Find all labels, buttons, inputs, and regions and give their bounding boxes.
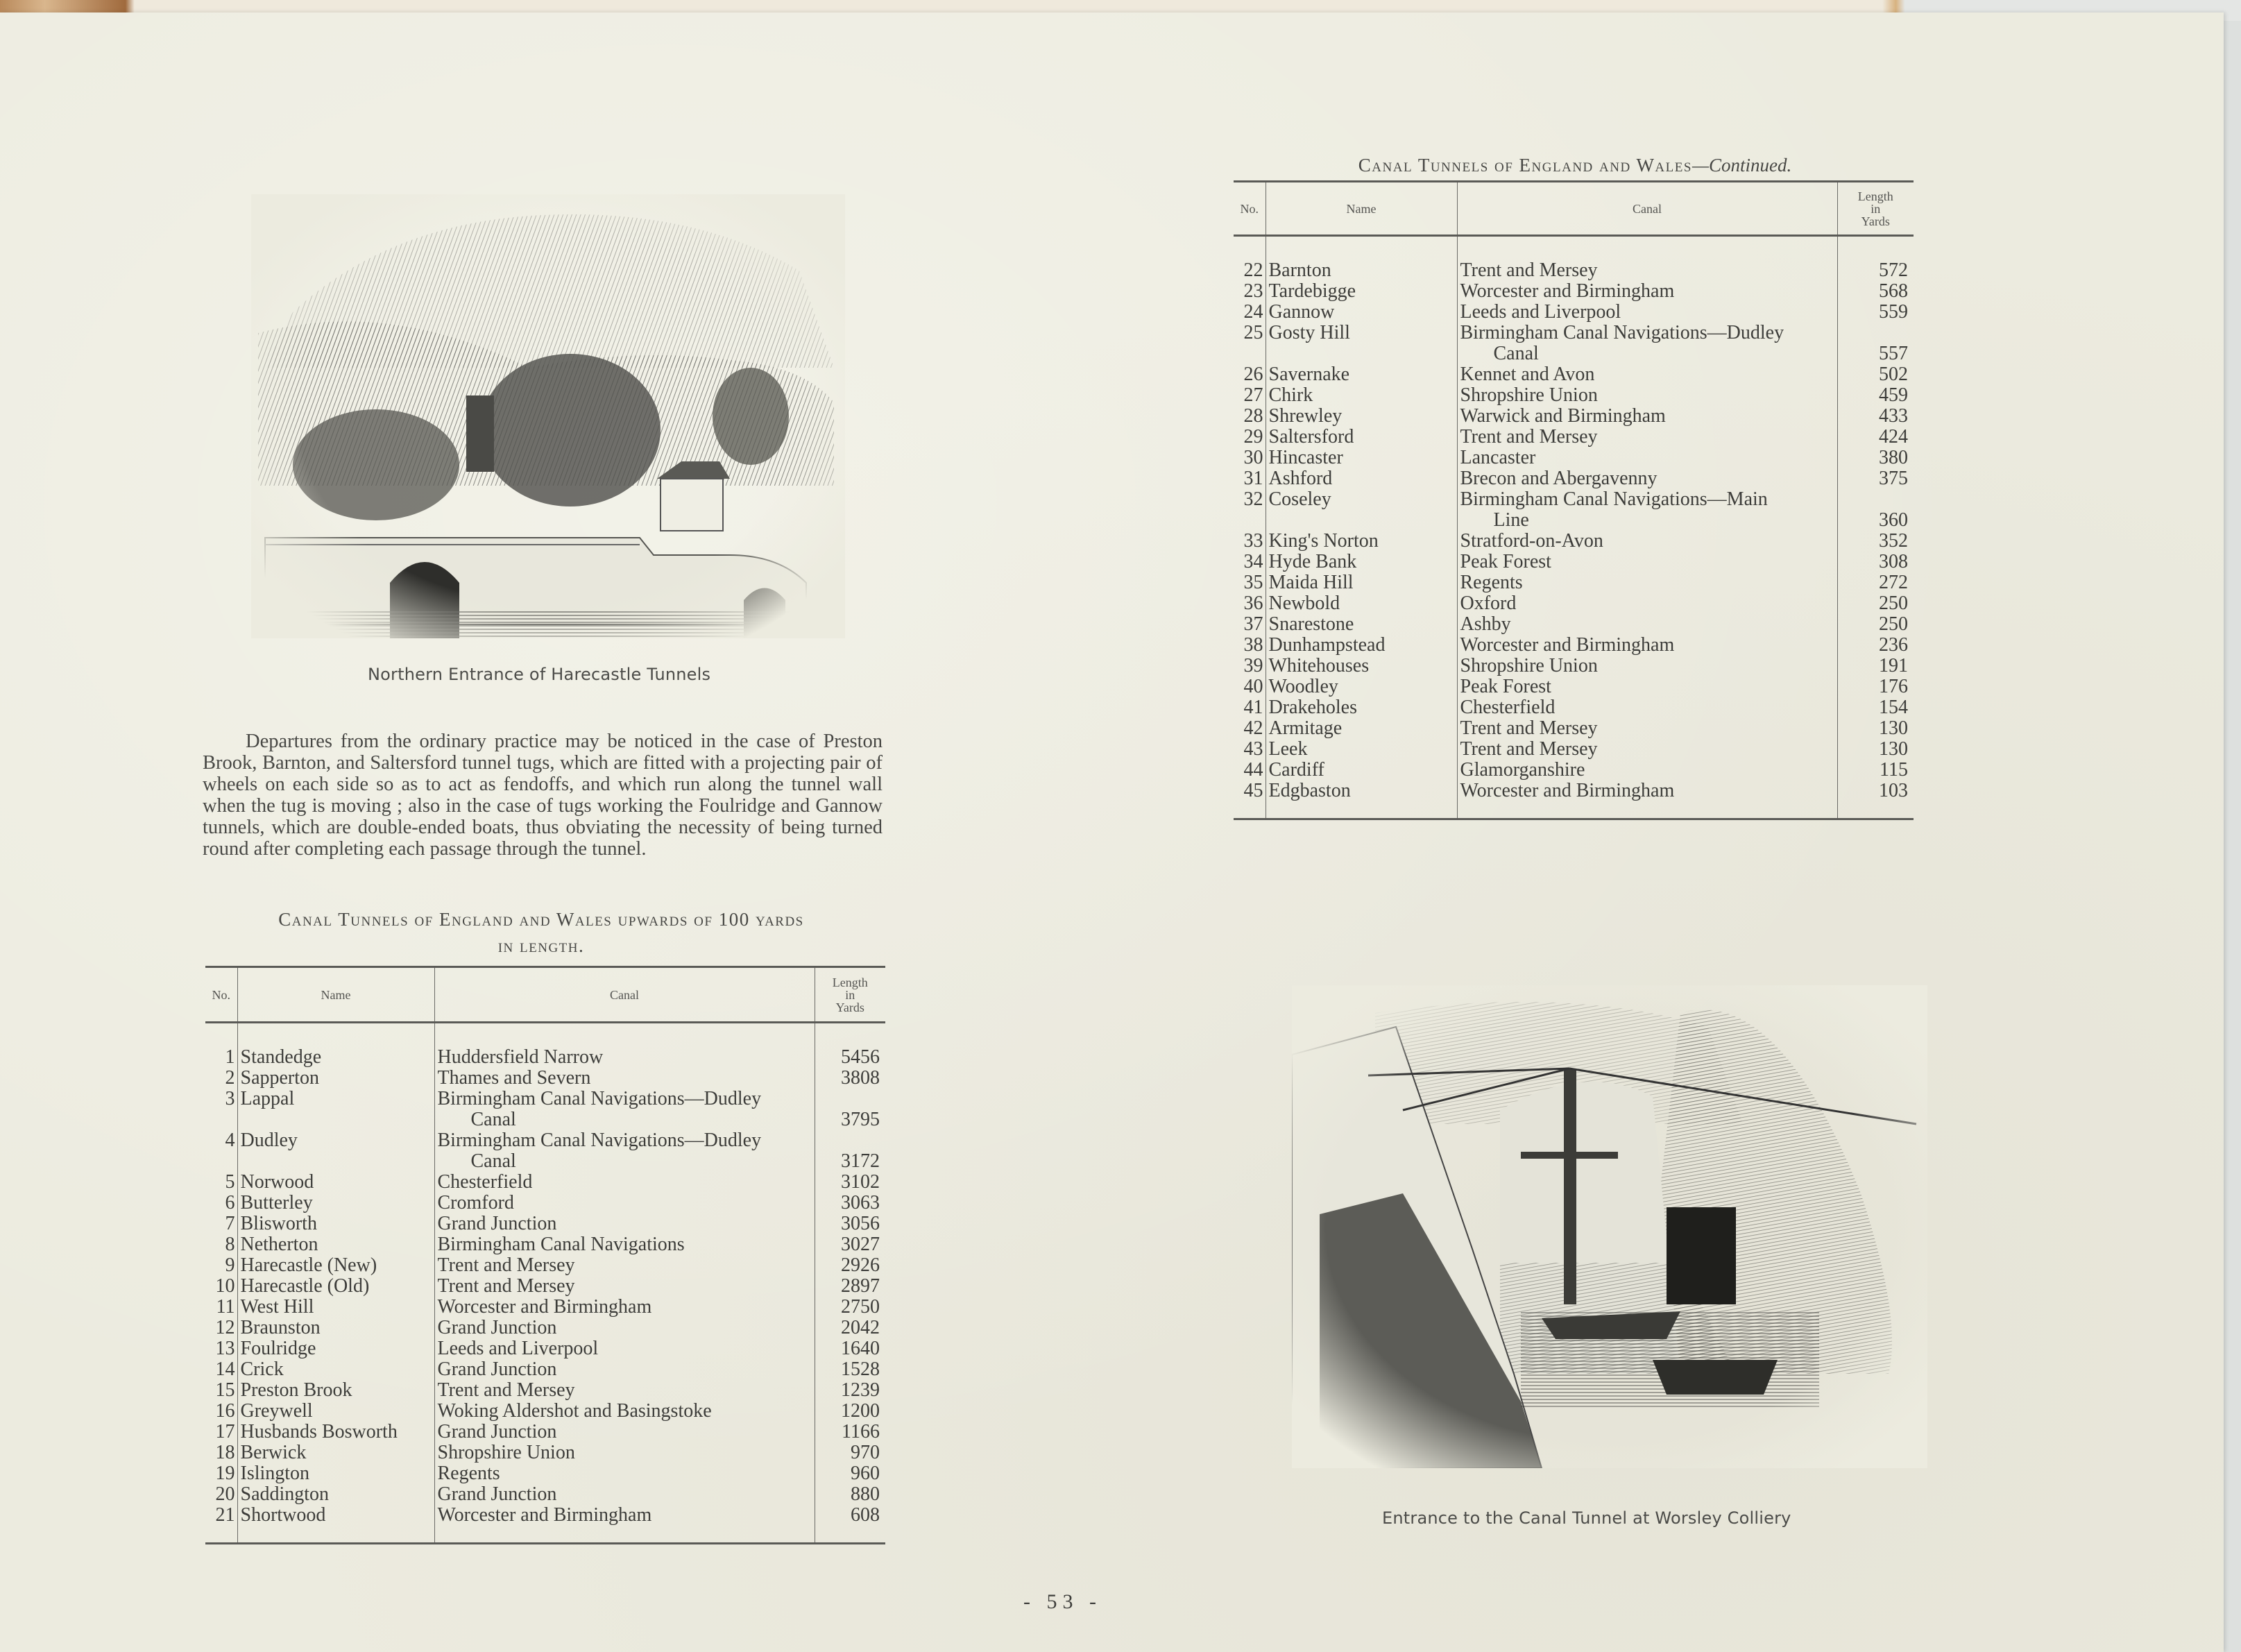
tunnel-name: Edgbaston [1266, 781, 1457, 801]
row-number: 11 [216, 1296, 235, 1318]
canal-name: Trent and Mersey [1457, 260, 1837, 281]
canal-name: Worcester and Birmingham [434, 1505, 815, 1526]
tunnel-name: Dudley [237, 1130, 434, 1172]
tunnel-name: Whitehouses [1266, 656, 1457, 676]
table-title-line: in length. [497, 935, 585, 956]
length-yards: 375 [1837, 468, 1914, 489]
table-row [1234, 572, 1914, 593]
table-title [201, 906, 881, 959]
canal-name: Chesterfield [1457, 697, 1837, 718]
canal-name: Grand Junction [434, 1214, 815, 1234]
tunnel-name: Saltersford [1266, 427, 1457, 448]
length-yards: 250 [1837, 593, 1914, 614]
row-number: 26 [1243, 364, 1263, 385]
length-yards: 1239 [815, 1380, 885, 1401]
length-yards: 502 [1837, 364, 1914, 385]
length-yards: 176 [1837, 676, 1914, 697]
tunnel-name: Harecastle (Old) [237, 1276, 434, 1297]
canal-name: Peak Forest [1457, 676, 1837, 697]
length-yards: 2042 [815, 1318, 885, 1338]
canal-name: Trent and Mersey [1457, 739, 1837, 760]
canal-name: Birmingham Canal Navigations [434, 1234, 815, 1255]
table-footer-rule [205, 1526, 885, 1544]
length-yards: 568 [1837, 281, 1914, 302]
tunnel-name: Shortwood [237, 1505, 434, 1526]
length-yards: 1166 [815, 1422, 885, 1442]
length-yards: 5456 [815, 1047, 885, 1068]
row-number: 8 [225, 1234, 235, 1255]
row-number: 32 [1243, 488, 1263, 510]
row-number: 4 [225, 1130, 235, 1151]
table-row [1234, 364, 1914, 385]
length-yards: 1640 [815, 1338, 885, 1359]
length-yards: 130 [1837, 718, 1914, 739]
tunnel-name: Braunston [237, 1318, 434, 1338]
table-row [205, 1276, 885, 1297]
table-row [205, 1401, 885, 1422]
table-row [1234, 385, 1914, 406]
length-yards: 1200 [815, 1401, 885, 1422]
row-number: 37 [1243, 613, 1263, 635]
tunnel-name: Foulridge [237, 1338, 434, 1359]
canal-name: Regents [434, 1463, 815, 1484]
tunnel-name: Dunhampstead [1266, 635, 1457, 656]
table-row [1234, 302, 1914, 323]
length-yards: 2897 [815, 1276, 885, 1297]
tunnel-name: Lappal [237, 1089, 434, 1130]
table-row [205, 1338, 885, 1359]
canal-name: Kennet and Avon [1457, 364, 1837, 385]
engraving-canal-tunnels-image [251, 194, 845, 638]
table-row [205, 1255, 885, 1276]
canal-name: Cromford [434, 1193, 815, 1214]
table-row [1234, 468, 1914, 489]
table-row [205, 1214, 885, 1234]
row-number: 17 [215, 1421, 235, 1442]
tunnel-name: Ashford [1266, 468, 1457, 489]
tunnel-name: Leek [1266, 739, 1457, 760]
table-row [205, 1484, 885, 1505]
canal-name: Thames and Severn [434, 1068, 815, 1089]
length-yards: 559 [1837, 302, 1914, 323]
row-number: 19 [215, 1463, 235, 1484]
table-row [205, 1068, 885, 1089]
row-number: 13 [215, 1338, 235, 1359]
canal-name: Leeds and Liverpool [1457, 302, 1837, 323]
canal-name: Trent and Mersey [1457, 427, 1837, 448]
row-number: 22 [1243, 259, 1263, 281]
tunnel-name: Armitage [1266, 718, 1457, 739]
canal-name: Birmingham Canal Navigations—Main Line [1457, 489, 1837, 531]
canal-name: Birmingham Canal Navigations—Dudley Canal [434, 1089, 815, 1130]
canal-name: Worcester and Birmingham [1457, 281, 1837, 302]
row-number: 18 [215, 1442, 235, 1463]
row-number: 35 [1243, 572, 1263, 593]
length-yards: 115 [1837, 760, 1914, 781]
length-yards: 3172 [815, 1130, 885, 1172]
canal-name: Grand Junction [434, 1422, 815, 1442]
row-number: 5 [225, 1171, 235, 1193]
canal-name: Birmingham Canal Navigations—Dudley Canal [1457, 323, 1837, 364]
length-yards: 3027 [815, 1234, 885, 1255]
table-row [205, 1130, 885, 1172]
table-title: Canal Tunnels of England and Wales—Continued. [1358, 155, 1792, 176]
tunnel-name: Saddington [237, 1484, 434, 1505]
row-number: 14 [215, 1359, 235, 1380]
canal-name: Regents [1457, 572, 1837, 593]
tunnel-name: Snarestone [1266, 614, 1457, 635]
length-yards: 1528 [815, 1359, 885, 1380]
canal-name: Grand Junction [434, 1484, 815, 1505]
tunnel-name: Woodley [1266, 676, 1457, 697]
tunnel-name: Greywell [237, 1401, 434, 1422]
table-row [1234, 676, 1914, 697]
table-row [205, 1505, 885, 1526]
tunnels-table-continued [1234, 180, 1914, 820]
canal-name: Oxford [1457, 593, 1837, 614]
book-page [0, 12, 2224, 1652]
table-row [1234, 323, 1914, 364]
tunnel-name: Cardiff [1266, 760, 1457, 781]
table-row [1234, 656, 1914, 676]
canal-name: Woking Aldershot and Basingstoke [434, 1401, 815, 1422]
canal-name: Trent and Mersey [434, 1276, 815, 1297]
table-row [205, 1318, 885, 1338]
tunnel-name: Husbands Bosworth [237, 1422, 434, 1442]
canal-name: Glamorganshire [1457, 760, 1837, 781]
length-yards: 424 [1837, 427, 1914, 448]
length-yards: 3102 [815, 1172, 885, 1193]
tunnel-name: Newbold [1266, 593, 1457, 614]
row-number: 16 [215, 1400, 235, 1422]
canal-name: Warwick and Birmingham [1457, 406, 1837, 427]
length-yards: 2750 [815, 1297, 885, 1318]
tunnel-name: Islington [237, 1463, 434, 1484]
length-yards: 572 [1837, 260, 1914, 281]
length-yards: 608 [815, 1505, 885, 1526]
column-header-no: No. [205, 967, 237, 1023]
row-number: 25 [1243, 322, 1263, 343]
length-yards: 191 [1837, 656, 1914, 676]
tunnel-name: Hincaster [1266, 448, 1457, 468]
canal-name: Shropshire Union [434, 1442, 815, 1463]
row-number: 31 [1243, 468, 1263, 489]
row-number: 36 [1243, 593, 1263, 614]
row-number: 43 [1243, 738, 1263, 760]
tunnel-name: Standedge [237, 1047, 434, 1068]
canal-name: Shropshire Union [1457, 656, 1837, 676]
length-yards: 3795 [815, 1089, 885, 1130]
column-header-no: No. [1234, 182, 1266, 236]
canal-name: Worcester and Birmingham [1457, 781, 1837, 801]
canal-name: Worcester and Birmingham [1457, 635, 1837, 656]
canal-name: Grand Junction [434, 1318, 815, 1338]
tunnels-table [205, 966, 885, 1544]
row-number: 40 [1243, 676, 1263, 697]
canal-name: Peak Forest [1457, 552, 1837, 572]
row-number: 39 [1243, 655, 1263, 676]
canal-name: Stratford-on-Avon [1457, 531, 1837, 552]
row-number: 34 [1243, 551, 1263, 572]
row-number: 42 [1243, 717, 1263, 739]
row-number: 28 [1243, 405, 1263, 427]
page-number: - 53 - [1023, 1590, 1102, 1613]
tunnel-name: Drakeholes [1266, 697, 1457, 718]
tunnel-name: Netherton [237, 1234, 434, 1255]
canal-name: Trent and Mersey [1457, 718, 1837, 739]
tunnel-name: Butterley [237, 1193, 434, 1214]
tunnel-name: Blisworth [237, 1214, 434, 1234]
canal-name: Shropshire Union [1457, 385, 1837, 406]
row-number: 3 [225, 1088, 235, 1109]
tunnel-name: Tardebigge [1266, 281, 1457, 302]
row-number: 12 [215, 1317, 235, 1338]
tunnel-name: Gosty Hill [1266, 323, 1457, 364]
table-row [1234, 614, 1914, 635]
row-number: 1 [225, 1046, 235, 1068]
length-yards: 3063 [815, 1193, 885, 1214]
table-row [205, 1422, 885, 1442]
table-row [1234, 718, 1914, 739]
column-header-canal: Canal [1457, 182, 1837, 236]
length-yards: 960 [815, 1463, 885, 1484]
row-number: 6 [225, 1192, 235, 1214]
table-row [1234, 781, 1914, 801]
tunnel-name: West Hill [237, 1297, 434, 1318]
column-header-name: Name [1266, 182, 1457, 236]
table-spacer-row [205, 1023, 885, 1048]
tunnel-name: Chirk [1266, 385, 1457, 406]
table-row [205, 1047, 885, 1068]
table-row [1234, 697, 1914, 718]
length-yards: 2926 [815, 1255, 885, 1276]
tunnel-name: Crick [237, 1359, 434, 1380]
length-yards: 103 [1837, 781, 1914, 801]
row-number: 44 [1243, 759, 1263, 781]
table-row [1234, 260, 1914, 281]
column-header-length: Length in Yards [815, 967, 885, 1023]
table-row [1234, 448, 1914, 468]
length-yards: 130 [1837, 739, 1914, 760]
table-row [1234, 427, 1914, 448]
table-row [1234, 635, 1914, 656]
canal-name: Ashby [1457, 614, 1837, 635]
row-number: 38 [1243, 634, 1263, 656]
table-row [1234, 489, 1914, 531]
length-yards: 557 [1837, 323, 1914, 364]
length-yards: 250 [1837, 614, 1914, 635]
row-number: 21 [215, 1504, 235, 1526]
canal-name: Birmingham Canal Navigations—Dudley Canal [434, 1130, 815, 1172]
length-yards: 154 [1837, 697, 1914, 718]
figure-caption: Northern Entrance of Harecastle Tunnels [368, 665, 711, 684]
row-number: 27 [1243, 384, 1263, 406]
row-number: 29 [1243, 426, 1263, 448]
tunnel-name: Savernake [1266, 364, 1457, 385]
canal-name: Chesterfield [434, 1172, 815, 1193]
table-footer-rule [1234, 801, 1914, 819]
table-row [205, 1089, 885, 1130]
tunnel-name: King's Norton [1266, 531, 1457, 552]
table-row [1234, 406, 1914, 427]
row-number: 20 [215, 1483, 235, 1505]
length-yards: 433 [1837, 406, 1914, 427]
table-row [205, 1234, 885, 1255]
canal-name: Brecon and Abergavenny [1457, 468, 1837, 489]
table-row [205, 1172, 885, 1193]
table-row [205, 1463, 885, 1484]
tunnel-name: Maida Hill [1266, 572, 1457, 593]
tunnel-name: Preston Brook [237, 1380, 434, 1401]
tunnel-name: Norwood [237, 1172, 434, 1193]
table-row [205, 1442, 885, 1463]
row-number: 9 [225, 1254, 235, 1276]
table-row [1234, 531, 1914, 552]
tunnel-name: Coseley [1266, 489, 1457, 531]
tunnel-name: Shrewley [1266, 406, 1457, 427]
row-number: 41 [1243, 697, 1263, 718]
engraving-colliery-tunnel-image [1292, 985, 1927, 1468]
row-number: 45 [1243, 780, 1263, 801]
figure-caption: Entrance to the Canal Tunnel at Worsley Colliery [1382, 1508, 1791, 1528]
table-row [205, 1380, 885, 1401]
tunnel-name: Gannow [1266, 302, 1457, 323]
tunnel-name: Sapperton [237, 1068, 434, 1089]
canal-name: Worcester and Birmingham [434, 1297, 815, 1318]
table-row [1234, 552, 1914, 572]
canal-name: Trent and Mersey [434, 1380, 815, 1401]
table-row [1234, 739, 1914, 760]
tunnel-name: Hyde Bank [1266, 552, 1457, 572]
table-row [205, 1359, 885, 1380]
tunnel-name: Berwick [237, 1442, 434, 1463]
length-yards: 3808 [815, 1068, 885, 1089]
table-spacer-row [1234, 236, 1914, 261]
length-yards: 970 [815, 1442, 885, 1463]
row-number: 10 [215, 1275, 235, 1297]
table-row [205, 1297, 885, 1318]
canal-name: Lancaster [1457, 448, 1837, 468]
row-number: 7 [225, 1213, 235, 1234]
row-number: 33 [1243, 530, 1263, 552]
table-row [205, 1193, 885, 1214]
table-title-line: Canal Tunnels of England and Wales upwards of 100 yards [278, 909, 804, 930]
row-number: 24 [1243, 301, 1263, 323]
row-number: 30 [1243, 447, 1263, 468]
column-header-name: Name [237, 967, 434, 1023]
length-yards: 272 [1837, 572, 1914, 593]
canal-name: Huddersfield Narrow [434, 1047, 815, 1068]
length-yards: 380 [1837, 448, 1914, 468]
length-yards: 308 [1837, 552, 1914, 572]
column-header-canal: Canal [434, 967, 815, 1023]
row-number: 15 [215, 1379, 235, 1401]
canal-name: Trent and Mersey [434, 1255, 815, 1276]
length-yards: 459 [1837, 385, 1914, 406]
length-yards: 3056 [815, 1214, 885, 1234]
tunnel-name: Harecastle (New) [237, 1255, 434, 1276]
table-row [1234, 593, 1914, 614]
row-number: 23 [1243, 280, 1263, 302]
table-row [1234, 760, 1914, 781]
length-yards: 360 [1837, 489, 1914, 531]
row-number: 2 [225, 1067, 235, 1089]
canal-name: Grand Junction [434, 1359, 815, 1380]
length-yards: 352 [1837, 531, 1914, 552]
canal-name: Leeds and Liverpool [434, 1338, 815, 1359]
column-header-length: Length in Yards [1837, 182, 1914, 236]
table-row [1234, 281, 1914, 302]
length-yards: 236 [1837, 635, 1914, 656]
length-yards: 880 [815, 1484, 885, 1505]
tunnel-name: Barnton [1266, 260, 1457, 281]
body-paragraph: Departures from the ordinary practice may be noticed in the case of Preston Brook, Barnton, and Saltersford tunnel tugs, which are fitted with a projecting pair of wheels on each side so as to act as fendoffs, and which run along the tunnel wall when the tug is moving ; also in the case of tugs working the Foulridge and Gannow tunnels, which are double-ended boats, thus obviating the necessity of being turned round after completing each passage through the tunnel. [203, 731, 883, 860]
